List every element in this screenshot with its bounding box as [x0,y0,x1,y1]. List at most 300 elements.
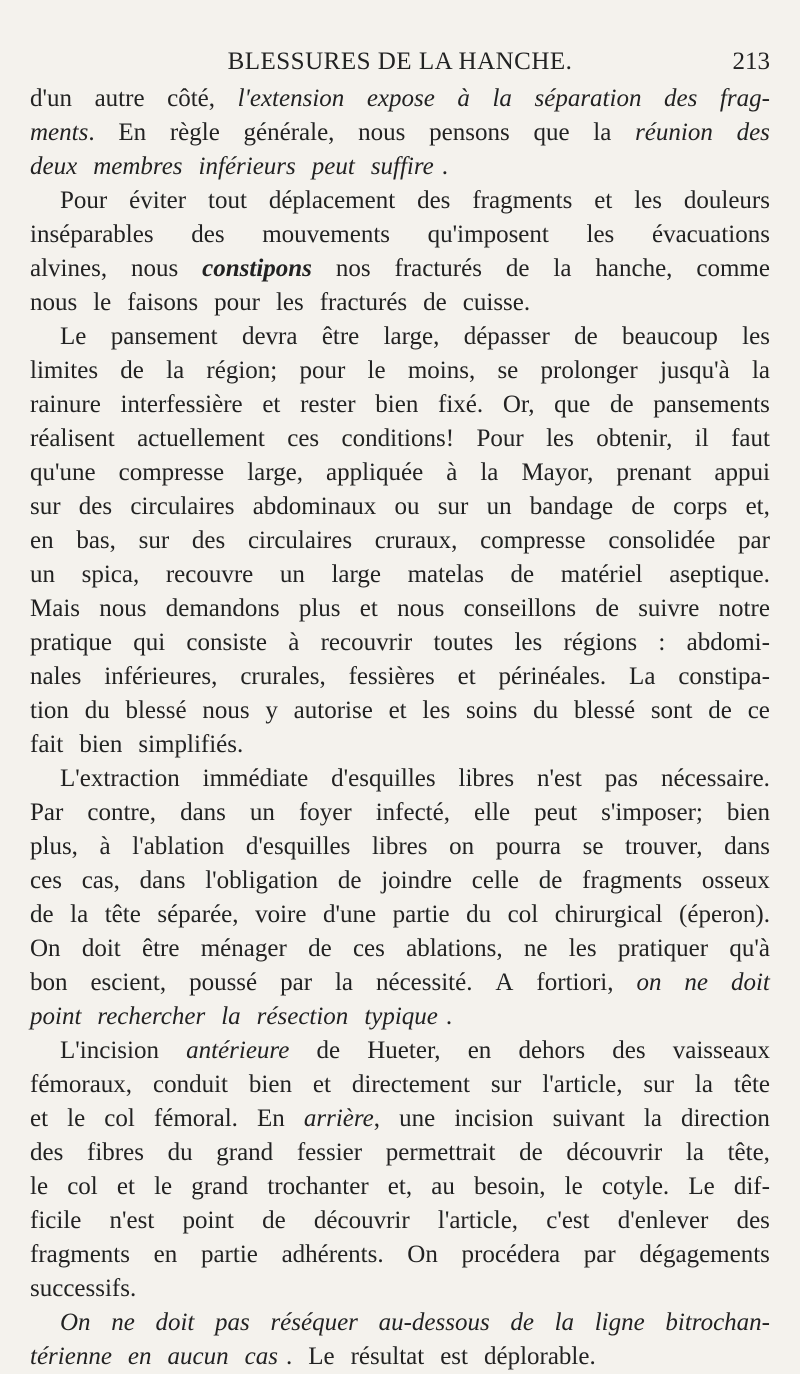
word [30,966,68,1000]
emphasis-text: on [636,969,662,996]
text-fragment: immédiate [202,765,309,792]
word [553,1102,625,1136]
text-fragment: prenant [616,459,692,486]
text-line [30,932,770,966]
word [60,320,86,354]
text-fragment: point [182,1207,234,1234]
text-line [30,184,770,218]
text-fragment: bien [79,731,123,758]
text-line [30,592,770,626]
word [167,82,215,116]
text-fragment: peut [534,799,578,826]
text-fragment: En [257,1105,285,1132]
text-fragment: en [30,527,54,554]
text-fragment: fracturés [394,255,482,282]
text-fragment: Pour [60,187,108,214]
text-fragment: autorise [293,697,373,724]
word [104,1102,135,1136]
word [446,456,457,490]
word [244,116,335,150]
word [130,490,234,524]
word [564,626,638,660]
emphasis-text: aucun [167,1343,229,1370]
word [30,864,62,898]
text-fragment: infecté, [375,799,450,826]
word [132,830,224,864]
word [687,626,770,660]
text-fragment: pour [214,289,260,316]
text-fragment: la [593,119,612,146]
text-fragment: permettrait [385,1139,496,1166]
word [511,558,535,592]
word [536,966,613,1000]
word [240,660,325,694]
word [399,1102,435,1136]
text-fragment: de [609,391,634,418]
word [372,830,428,864]
text-fragment: générale, [243,119,335,146]
text-fragment: spica, [81,561,140,588]
word [535,82,642,116]
word [313,1068,331,1102]
emphasis-text: membres [93,153,183,180]
word [95,82,145,116]
text-fragment: bien [248,1071,292,1098]
text-fragment: réalisent [30,425,115,452]
text-fragment: le [367,357,386,384]
text-fragment: grand [216,1139,274,1166]
text-line [30,1306,770,1340]
word [539,864,563,898]
word [734,1068,770,1102]
text-fragment: suivre [638,595,700,622]
body-text [30,82,770,1374]
word [119,456,225,490]
word [664,82,697,116]
word [316,1034,340,1068]
word [587,218,615,252]
text-fragment: d'esquilles [245,833,351,860]
text-fragment: et [594,187,613,214]
word [30,116,95,150]
text-fragment: A [495,969,514,996]
text-fragment: large, [383,323,440,350]
word [737,1204,770,1238]
text-fragment: la [685,1139,704,1166]
text-fragment: dégagements [639,1241,770,1268]
word [468,1034,492,1068]
text-fragment: Le [688,1173,715,1200]
text-fragment: corps [673,493,728,520]
text-fragment: prolonger [540,357,638,384]
text-fragment: ces [30,867,62,894]
word [724,830,770,864]
text-fragment: de [30,901,54,928]
text-fragment: voire [255,901,307,928]
text-fragment: et [262,391,281,418]
word [384,320,440,354]
text-fragment: on [449,833,475,860]
word [381,864,452,898]
text-fragment: toutes [433,629,494,656]
text-fragment: dif- [733,1173,770,1200]
text-fragment: nous [99,595,147,622]
text-fragment: adhérents. [281,1241,384,1268]
text-fragment: et [457,663,476,690]
word [595,1306,645,1340]
word [352,1068,470,1102]
word [742,320,770,354]
text-fragment: fessier [296,1139,363,1166]
word [480,456,498,490]
word [438,388,483,422]
text-fragment: évacuations [651,221,770,248]
text-fragment: la [70,901,89,928]
emphasis-text: cas [244,1343,278,1370]
text-fragment: la [334,969,354,996]
word [367,82,435,116]
text-fragment: crurales, [240,663,326,690]
text-fragment: dehors [518,1037,586,1064]
text-fragment: elle [473,799,511,826]
word [708,694,732,728]
word [137,422,265,456]
word [30,558,55,592]
word [408,558,484,592]
word [605,762,638,796]
text-fragment: règle [169,119,220,146]
word [216,1136,273,1170]
word [270,1306,357,1340]
word [696,252,770,286]
text-fragment: la [166,357,185,384]
text-fragment: fragments [582,867,683,894]
word [131,252,178,286]
word [111,320,218,354]
word [299,354,345,388]
word [737,116,770,150]
text-fragment: bandage [529,493,614,520]
text-fragment: fémoraux, [30,1071,133,1098]
word [417,184,450,218]
emphasis-text: térienne [30,1343,112,1370]
word [376,966,472,1000]
word [30,660,81,694]
text-fragment: à [288,629,300,656]
word [166,558,253,592]
text-fragment: et [312,1071,331,1098]
word [246,830,351,864]
text-fragment: celle [471,867,519,894]
emphasis-text: constipons [202,255,312,282]
text-line [30,1204,770,1238]
word [30,524,54,558]
text-fragment: actuellement [137,425,265,452]
word [371,150,456,184]
word [510,1306,534,1340]
emphasis-text: ne [684,969,709,996]
word [487,490,512,524]
text-fragment: rainure [30,391,101,418]
word [249,1068,292,1102]
text-fragment: pratiquer [617,935,709,962]
text-fragment: les [514,629,543,656]
text-fragment: des [417,187,451,214]
text-fragment: col [104,1105,135,1132]
text-fragment: résultat [350,1343,425,1370]
text-line [30,1068,770,1102]
word [474,1170,546,1204]
text-fragment: des [736,1207,770,1234]
word [336,252,371,286]
text-fragment: de [595,595,619,622]
text-fragment: hanche, [595,255,673,282]
word [30,218,154,252]
text-line [30,864,770,898]
word [665,1306,770,1340]
text-fragment: s'imposer; [601,799,703,826]
text-fragment: Par [30,799,64,826]
text-line [30,1272,770,1306]
text-fragment: : [658,629,666,656]
word [734,1170,770,1204]
word [30,1340,120,1374]
text-fragment: chirurgical [554,901,663,928]
word [738,524,770,558]
word [30,1238,130,1272]
text-fragment: régions [563,629,638,656]
text-fragment: de [316,1037,341,1064]
emphasis-text: des [664,85,698,112]
text-fragment: . [88,119,95,146]
text-fragment: découvrir [566,1139,663,1166]
text-fragment: pas [604,765,639,792]
word [127,286,206,320]
emphasis-text: doit [155,1309,195,1336]
word [30,150,85,184]
text-fragment: et [30,1105,49,1132]
word [133,626,165,660]
word [157,898,238,932]
text-fragment: demandons [165,595,280,622]
word [459,762,515,796]
text-fragment: déplacement [268,187,396,214]
text-fragment: L'extraction [60,765,180,792]
word [554,388,590,422]
word [30,252,107,286]
word [30,1102,48,1136]
text-fragment: plus, [30,833,78,860]
text-fragment: trochanter [267,1173,369,1200]
word [553,252,571,286]
word [308,1340,342,1374]
word [644,1102,662,1136]
word [652,218,770,252]
text-fragment: fragments [30,1241,130,1268]
word [100,830,111,864]
word [679,898,770,932]
emphasis-text: la [492,85,512,112]
text-fragment: inséparables [30,221,154,248]
word [280,558,305,592]
word [681,1102,770,1136]
word [379,1306,490,1340]
word [349,660,435,694]
text-fragment: le [564,1173,583,1200]
text-fragment: d'un [30,85,73,112]
text-fragment: partie [200,1241,258,1268]
text-fragment: à [446,459,458,486]
word [480,524,586,558]
word [593,116,611,150]
word [93,286,119,320]
word [428,218,549,252]
text-fragment: bon [30,969,68,996]
word [595,252,672,286]
text-line [30,82,770,116]
text-fragment: matelas [407,561,484,588]
text-fragment: pansement [110,323,218,350]
word [561,558,643,592]
word [321,626,413,660]
text-fragment: pour [299,357,346,384]
word [60,1034,159,1068]
text-fragment: de [120,357,144,384]
word [186,626,267,660]
word [375,524,458,558]
word [608,524,715,558]
word [180,796,226,830]
word [684,966,708,1000]
word [153,1068,228,1102]
emphasis-text: résection [256,1003,349,1030]
word [265,694,278,728]
text-fragment: dans [180,799,226,826]
text-fragment: de [631,493,655,520]
text-fragment: grand [191,1173,249,1200]
word [463,286,538,320]
word [686,1136,704,1170]
word [320,286,415,320]
word [269,184,395,218]
text-fragment: de [337,867,362,894]
text-fragment: d'esquilles [331,765,436,792]
text-fragment: conseillons [463,595,577,622]
text-line [30,1238,770,1272]
text-fragment: , [373,1105,381,1132]
word [280,966,312,1000]
text-fragment: de [574,323,598,350]
text-fragment: région; [206,357,278,384]
word [30,830,78,864]
emphasis-text: point [30,1003,82,1030]
word [250,796,275,830]
text-fragment: . [285,1343,293,1370]
word [458,660,476,694]
text-fragment: jusqu'à [659,357,730,384]
word [191,1170,248,1204]
text-fragment: cas, [81,867,120,894]
word [433,626,493,660]
word [120,354,144,388]
text-fragment: être [321,323,360,350]
word [594,184,612,218]
text-fragment: par [280,969,313,996]
text-fragment: abdomi- [686,629,770,656]
emphasis-text: pas [215,1309,250,1336]
text-fragment: y [265,697,278,724]
text-fragment: sur [30,493,61,520]
text-fragment: circulaires [247,527,353,554]
word [625,830,702,864]
text-fragment: foyer [298,799,352,826]
text-fragment: des [78,493,113,520]
word [202,252,312,286]
word [728,1136,770,1170]
text-fragment: l'article, [437,1207,519,1234]
text-fragment: appui [714,459,770,486]
text-fragment: constipa- [678,663,770,690]
word [168,1136,193,1170]
text-fragment: osseux [701,867,770,894]
word [30,1000,89,1034]
emphasis-text: rechercher [97,1003,206,1030]
text-fragment: au [431,1173,455,1200]
text-fragment: Mais [30,595,80,622]
word [82,932,121,966]
text-line [30,456,770,490]
text-fragment: de [308,935,332,962]
text-fragment: nos [335,255,371,282]
text-fragment: que [554,391,591,418]
text-line [30,728,770,762]
text-fragment: inférieures, [104,663,218,690]
text-fragment: de [708,697,732,724]
word [30,694,69,728]
word [304,1102,380,1136]
text-fragment: de [510,561,535,588]
word [466,898,491,932]
word [76,524,116,558]
text-fragment: notre [718,595,770,622]
word [464,320,550,354]
word [221,1000,248,1034]
word [602,1170,669,1204]
word [111,1306,135,1340]
word [669,558,770,592]
word [406,932,503,966]
word [314,1204,410,1238]
text-fragment: . [441,153,449,180]
word [191,218,224,252]
text-fragment: Or, [502,391,535,418]
word [142,932,179,966]
word [110,1204,155,1238]
text-fragment: sur [490,1071,522,1098]
text-line [30,354,770,388]
word [30,898,54,932]
text-fragment: des [30,1139,64,1166]
word [253,490,377,524]
text-fragment: sur [643,1071,674,1098]
word [192,524,225,558]
word [189,966,257,1000]
text-fragment: l'obligation [205,867,319,894]
text-line [30,694,770,728]
word [202,694,249,728]
word [530,490,613,524]
text-fragment: interfessière [120,391,243,418]
